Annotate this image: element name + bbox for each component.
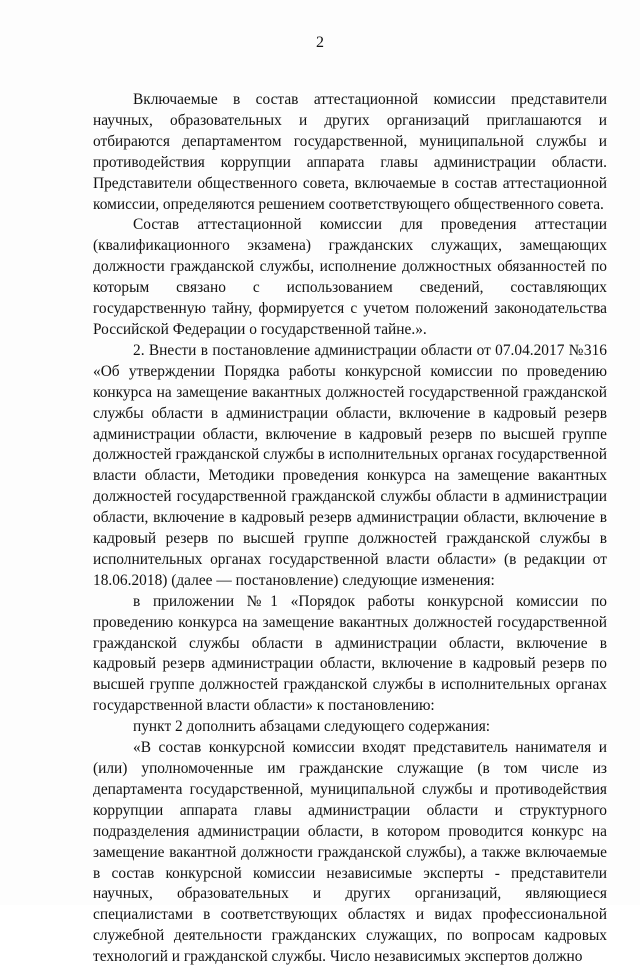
page-number: 2 (316, 34, 324, 51)
paragraph-point-2-addition: пункт 2 дополнить абзацами следующего содержания: (133, 718, 491, 736)
paragraph-competition-commission-composition: «В состав конкурсной комиссии входят представитель нанимателя и (или) уполномоченные им гражданские служащие (в том числе из департамента государственной, муниципальной службы и противодействия коррупции аппарата главы администрации области и структурного подразделения администрации области, в котором проводится конкурс на замещение вакантной должности гражданской службы), а также включаемые в состав конкурсной комиссии независимые эксперты - представители научных, образовательных и других организаций, являющиеся специалистами в соответствующих областях и видах профессиональной служебной деятельности гражданских служащих, по вопросам кадровых технологий и гражданской службы. Число независимых экспертов должно (93, 739, 607, 966)
paragraph-item-2-amendments: 2. Внести в постановление администрации области от 07.04.2017 №316 «Об утверждении Порядка работы конкурсной комиссии по проведению конкурса на замещение вакантных должностей государственной гражданской службы области в администрации области, включение в кадровый резерв администрации области, включение в кадровый резерв по высшей группе должностей гражданской службы в исполнительных органах государственной власти области, Методики проведения конкурса на замещение вакантных должностей государственной гражданской службы области в администрации области, включение в кадровый резерв администрации области, включение в кадровый резерв по высшей группе должностей гражданской службы в исполнительных органах государственной власти области» (в редакции от 18.06.2018) (далее — постановление) следующие изменения: (93, 341, 607, 589)
paragraph-attestation-commission-composition: Состав аттестационной комиссии для проведения аттестации (квалификационного экзамена) гражданских служащих, замещающих должности гражданской службы, исполнение должностных обязанностей по которым связано с использованием сведений, составляющих государственную тайну, формируется с учетом положений законодательства Российской Федерации о государственной тайне.». (93, 216, 607, 338)
document-body (93, 90, 607, 968)
paragraph-appendix-1: в приложении №1 «Порядок работы конкурсной комиссии по проведению конкурса на замещение вакантных должностей государственной гражданской службы области в администрации области, включение в кадровый резерв администрации области, включение в кадровый резерв по высшей группе должностей гражданской службы в исполнительных органах государственной власти области» к постановлению: (93, 592, 607, 715)
paragraph-attestation-commission-members: Включаемые в состав аттестационной комиссии представители научных, образовательных и других организаций приглашаются и отбираются департаментом государственной, муниципальной службы и противодействия коррупции аппарата главы администрации области. Представители общественного совета, включаемые в состав аттестационной комиссии, определяются решением соответствующего общественного совета. (93, 91, 607, 213)
